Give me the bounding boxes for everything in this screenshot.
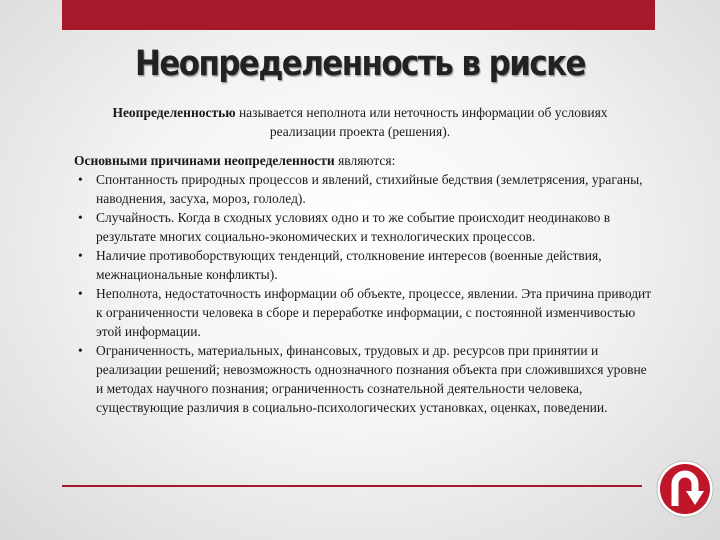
causes-list: [74, 170, 654, 417]
u-turn-arrow-icon: [655, 459, 715, 519]
list-item: • Спонтанность природных процессов и явлений, стихийные бедствия (землетрясения, ураганы, наводнения, засуха, мороз, гололед).: [74, 170, 654, 208]
top-accent-bar: [62, 0, 655, 30]
causes-intro: [74, 151, 654, 170]
slide-title: Неопределенность в риске: [135, 43, 585, 85]
back-button[interactable]: [655, 459, 715, 519]
list-item: • Неполнота, недостаточность информации об объекте, процессе, явлении. Эта причина приводит к ограниченности человека в сборе и переработке информации, с постоянной изменчивостью этой информации.: [74, 284, 654, 341]
definition-paragraph: [86, 103, 634, 141]
definition-text: называется неполнота или неточность информации об условиях реализации проекта (решения).: [235, 105, 608, 139]
definition-term: Неопределенностью: [112, 105, 236, 120]
list-item: • Наличие противоборствующих тенденций, столкновение интересов (военные действия, межнациональные конфликты).: [74, 246, 654, 284]
causes-intro-text: являются:: [334, 153, 396, 168]
list-item: • Случайность. Когда в сходных условиях одно и то же событие происходит неодинаково в результате многих социально-экономических и технологических процессов.: [74, 208, 654, 246]
list-item: • Ограниченность, материальных, финансовых, трудовых и др. ресурсов при принятии и реализации решений; невозможность однозначного познания объекта при сложившихся уровне и методах научного познания; ограниченность сознательной деятельности человека, существующие различия в социально-психологических установках, оценках, поведении.: [74, 341, 654, 417]
bottom-divider: [62, 485, 642, 487]
causes-intro-lead: Основными причинами неопределенности: [74, 153, 335, 168]
